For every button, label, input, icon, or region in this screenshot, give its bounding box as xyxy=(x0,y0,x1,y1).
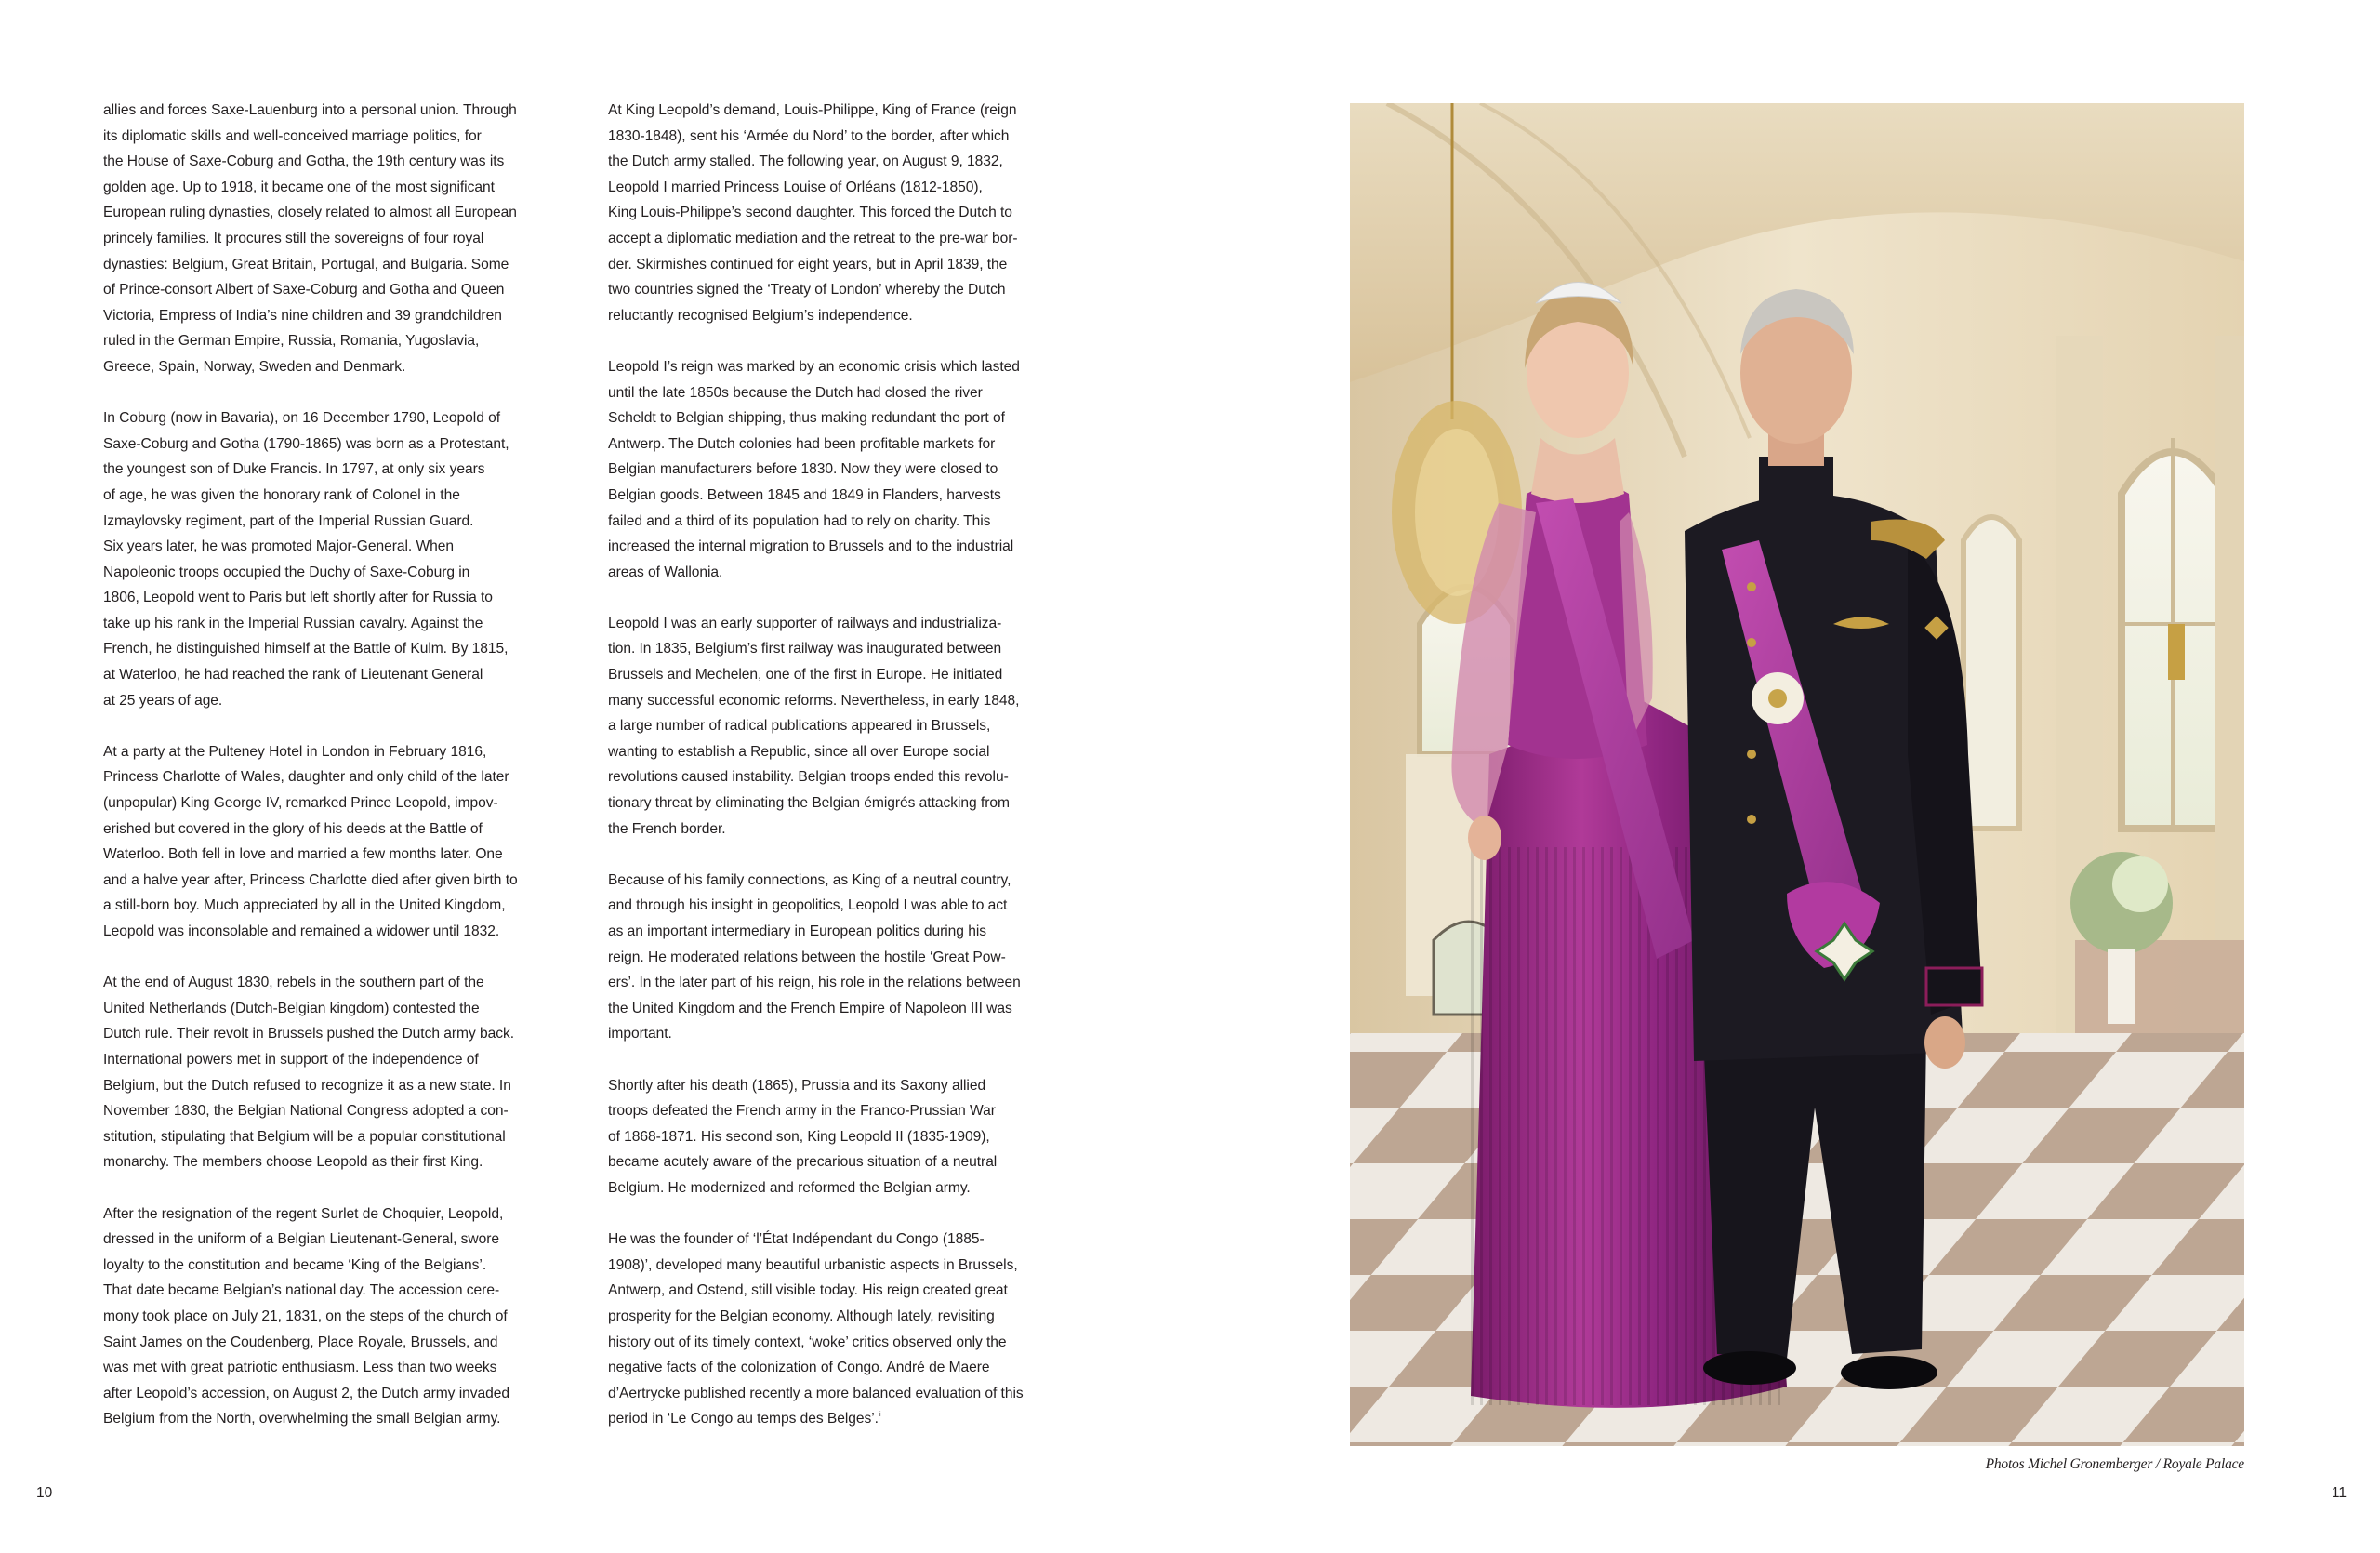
text-line: of 1868-1871. His second son, King Leopold II (1835-1909), xyxy=(608,1128,990,1145)
text-line: a still-born boy. Much appreciated by all in the United Kingdom, xyxy=(103,897,506,914)
text-line: the Dutch army stalled. The following year, on August 9, 1832, xyxy=(608,153,1003,170)
text-line: Princess Charlotte of Wales, daughter and only child of the later xyxy=(103,769,509,786)
text-line: tionary threat by eliminating the Belgian émigrés attacking from xyxy=(608,795,1010,812)
text-line: International powers met in support of the independence of xyxy=(103,1051,479,1068)
text-line: United Netherlands (Dutch-Belgian kingdom) contested the xyxy=(103,1000,480,1016)
text-line: Belgian manufacturers before 1830. Now they were closed to xyxy=(608,461,998,478)
text-line: Antwerp. The Dutch colonies had been profitable markets for xyxy=(608,435,996,452)
text-line: many successful economic reforms. Nevertheless, in early 1848, xyxy=(608,692,1020,709)
text-line: increased the internal migration to Brussels and to the industrial xyxy=(608,538,1014,555)
text-line: Six years later, he was promoted Major-General. When xyxy=(103,538,455,555)
text-line: of age, he was given the honorary rank of Colonel in the xyxy=(103,486,460,503)
text-line: revolutions caused instability. Belgian troops ended this revolu- xyxy=(608,769,1009,786)
text-line: At a party at the Pulteney Hotel in London in February 1816, xyxy=(103,743,487,760)
text-line: reluctantly recognised Belgium’s independence. xyxy=(608,307,913,324)
text-line: take up his rank in the Imperial Russian cavalry. Against the xyxy=(103,615,483,631)
text-line: Leopold was inconsolable and remained a widower until 1832. xyxy=(103,923,500,939)
text-line: after Leopold’s accession, on August 2, the Dutch army invaded xyxy=(103,1385,509,1401)
text-line: mony took place on July 21, 1831, on the steps of the church of xyxy=(103,1307,508,1324)
text-line: Belgium, but the Dutch refused to recognize it as a new state. In xyxy=(103,1077,511,1094)
text-line: In Coburg (now in Bavaria), on 16 December 1790, Leopold of xyxy=(103,410,501,427)
paragraph xyxy=(608,1227,1078,1432)
text-line: Saxe-Coburg and Gotha (1790-1865) was born as a Protestant, xyxy=(103,435,509,452)
text-line: ruled in the German Empire, Russia, Romania, Yugoslavia, xyxy=(103,333,480,350)
paragraph xyxy=(103,970,568,1175)
text-line: and a halve year after, Princess Charlotte died after given birth to xyxy=(103,871,518,888)
text-line: tion. In 1835, Belgium’s first railway was inaugurated between xyxy=(608,641,1002,657)
royal-portrait-photo xyxy=(1350,103,2244,1446)
text-line: its diplomatic skills and well-conceived marriage politics, for xyxy=(103,127,482,144)
text-line: At the end of August 1830, rebels in the southern part of the xyxy=(103,975,484,991)
text-line: the French border. xyxy=(608,820,726,837)
text-line: until the late 1850s because the Dutch had closed the river xyxy=(608,384,983,401)
photo-illustration xyxy=(1350,103,2244,1446)
text-line: French, he distinguished himself at the Battle of Kulm. By 1815, xyxy=(103,641,509,657)
right-text-column xyxy=(608,98,1078,1457)
text-line: two countries signed the ‘Treaty of London’ whereby the Dutch xyxy=(608,282,1006,299)
text-line: 1908)’, developed many beautiful urbanistic aspects in Brussels, xyxy=(608,1256,1018,1273)
footnote-marker[interactable]: i xyxy=(879,1412,881,1419)
text-line: November 1830, the Belgian National Congress adopted a con- xyxy=(103,1103,509,1120)
text-line: Because of his family connections, as King of a neutral country, xyxy=(608,871,1012,888)
text-line: King Louis-Philippe’s second daughter. This forced the Dutch to xyxy=(608,205,1012,221)
text-line: monarchy. The members choose Leopold as their first King. xyxy=(103,1154,483,1171)
text-line: Greece, Spain, Norway, Sweden and Denmark. xyxy=(103,358,406,375)
text-line: and through his insight in geopolitics, Leopold I was able to act xyxy=(608,897,1008,914)
paragraph xyxy=(103,1201,568,1432)
text-line: (unpopular) King George IV, remarked Prince Leopold, impov- xyxy=(103,795,498,812)
paragraph xyxy=(608,611,1078,842)
text-line: Dutch rule. Their revolt in Brussels pushed the Dutch army back. xyxy=(103,1026,514,1042)
text-line: the United Kingdom and the French Empire of Napoleon III was xyxy=(608,1000,1012,1016)
text-line: a large number of radical publications appeared in Brussels, xyxy=(608,718,991,735)
text-line: Belgium from the North, overwhelming the small Belgian army. xyxy=(103,1411,501,1427)
text-line: loyalty to the constitution and became ‘King of the Belgians’. xyxy=(103,1256,487,1273)
text-line: After the resignation of the regent Surlet de Choquier, Leopold, xyxy=(103,1205,504,1222)
text-line: allies and forces Saxe-Lauenburg into a personal union. Through xyxy=(103,102,517,118)
text-line: prosperity for the Belgian economy. Although lately, revisiting xyxy=(608,1307,995,1324)
text-line: Napoleonic troops occupied the Duchy of Saxe-Coburg in xyxy=(103,564,470,580)
text-line: troops defeated the French army in the Franco-Prussian War xyxy=(608,1103,996,1120)
text-line: Brussels and Mechelen, one of the first in Europe. He initiated xyxy=(608,667,1003,684)
paragraph xyxy=(608,98,1078,328)
text-line: That date became Belgian’s national day. The accession cere- xyxy=(103,1282,500,1299)
paragraph xyxy=(608,868,1078,1047)
paragraph xyxy=(103,405,568,713)
text-line: Waterloo. Both fell in love and married a few months later. One xyxy=(103,846,503,863)
text-line: He was the founder of ‘l’État Indépendant du Congo (1885- xyxy=(608,1231,985,1248)
text-line: Belgian goods. Between 1845 and 1849 in Flanders, harvests xyxy=(608,486,1001,503)
page-number-right: 11 xyxy=(2331,1485,2347,1501)
text-line: ers’. In the later part of his reign, his role in the relations between xyxy=(608,975,1021,991)
text-line: golden age. Up to 1918, it became one of the most significant xyxy=(103,179,495,195)
text-line: Saint James on the Coudenberg, Place Royale, Brussels, and xyxy=(103,1334,498,1350)
text-line: Scheldt to Belgian shipping, thus making redundant the port of xyxy=(608,410,1005,427)
text-line: Antwerp, and Ostend, still visible today. His reign created great xyxy=(608,1282,1008,1299)
paragraph xyxy=(103,98,568,380)
text-line: European ruling dynasties, closely related to almost all European xyxy=(103,205,517,221)
text-line: 1806, Leopold went to Paris but left shortly after for Russia to xyxy=(103,590,493,606)
text-line: at Waterloo, he had reached the rank of Lieutenant General xyxy=(103,667,483,684)
text-line: wanting to establish a Republic, since all over Europe social xyxy=(608,743,990,760)
text-line: Shortly after his death (1865), Prussia and its Saxony allied xyxy=(608,1077,986,1094)
text-line: negative facts of the colonization of Congo. André de Maere xyxy=(608,1360,990,1376)
photo-caption: Photos Michel Gronemberger / Royale Palace xyxy=(1985,1456,2244,1472)
text-line: dressed in the uniform of a Belgian Lieutenant-General, swore xyxy=(103,1231,500,1248)
text-line: became acutely aware of the precarious situation of a neutral xyxy=(608,1154,998,1171)
text-line: d’Aertrycke published recently a more balanced evaluation of this xyxy=(608,1385,1024,1401)
paragraph xyxy=(608,1073,1078,1201)
text-line: failed and a third of its population had to rely on charity. This xyxy=(608,512,991,529)
page-number-left: 10 xyxy=(36,1485,53,1501)
text-line: Victoria, Empress of India’s nine children and 39 grandchildren xyxy=(103,307,502,324)
text-line: as an important intermediary in European politics during his xyxy=(608,923,986,939)
text-line: of Prince-consort Albert of Saxe-Coburg and Gotha and Queen xyxy=(103,282,505,299)
text-line: reign. He moderated relations between the hostile ‘Great Pow- xyxy=(608,949,1006,965)
text-line: history out of its timely context, ‘woke’ critics observed only the xyxy=(608,1334,1007,1350)
text-line: Belgium. He modernized and reformed the Belgian army. xyxy=(608,1179,971,1196)
text-line: der. Skirmishes continued for eight years, but in April 1839, the xyxy=(608,256,1008,272)
text-line: at 25 years of age. xyxy=(103,692,223,709)
text-line: accept a diplomatic mediation and the retreat to the pre-war bor- xyxy=(608,230,1018,246)
text-line: erished but covered in the glory of his deeds at the Battle of xyxy=(103,820,483,837)
paragraph xyxy=(103,739,568,945)
text-line: important. xyxy=(608,1026,672,1042)
text-line: stitution, stipulating that Belgium will be a popular constitutional xyxy=(103,1128,506,1145)
text-line: the youngest son of Duke Francis. In 1797, at only six years xyxy=(103,461,485,478)
text-line: Leopold I married Princess Louise of Orléans (1812-1850), xyxy=(608,179,983,195)
text-line: areas of Wallonia. xyxy=(608,564,723,580)
text-line: the House of Saxe-Coburg and Gotha, the 19th century was its xyxy=(103,153,505,170)
text-line: princely families. It procures still the sovereigns of four royal xyxy=(103,230,484,246)
text-line: period in ‘Le Congo au temps des Belges’. xyxy=(608,1411,879,1427)
text-line: At King Leopold’s demand, Louis-Philippe, King of France (reign xyxy=(608,102,1017,118)
paragraph xyxy=(608,354,1078,585)
text-line: Izmaylovsky regiment, part of the Imperial Russian Guard. xyxy=(103,512,474,529)
left-text-column xyxy=(103,98,568,1457)
text-line-with-footnote xyxy=(608,1406,1078,1432)
text-line: dynasties: Belgium, Great Britain, Portugal, and Bulgaria. Some xyxy=(103,256,509,272)
text-line: Leopold I was an early supporter of railways and industrializa- xyxy=(608,615,1002,631)
text-line: Leopold I’s reign was marked by an economic crisis which lasted xyxy=(608,358,1020,375)
text-line: was met with great patriotic enthusiasm. Less than two weeks xyxy=(103,1360,497,1376)
text-line: 1830-1848), sent his ‘Armée du Nord’ to the border, after which xyxy=(608,127,1010,144)
